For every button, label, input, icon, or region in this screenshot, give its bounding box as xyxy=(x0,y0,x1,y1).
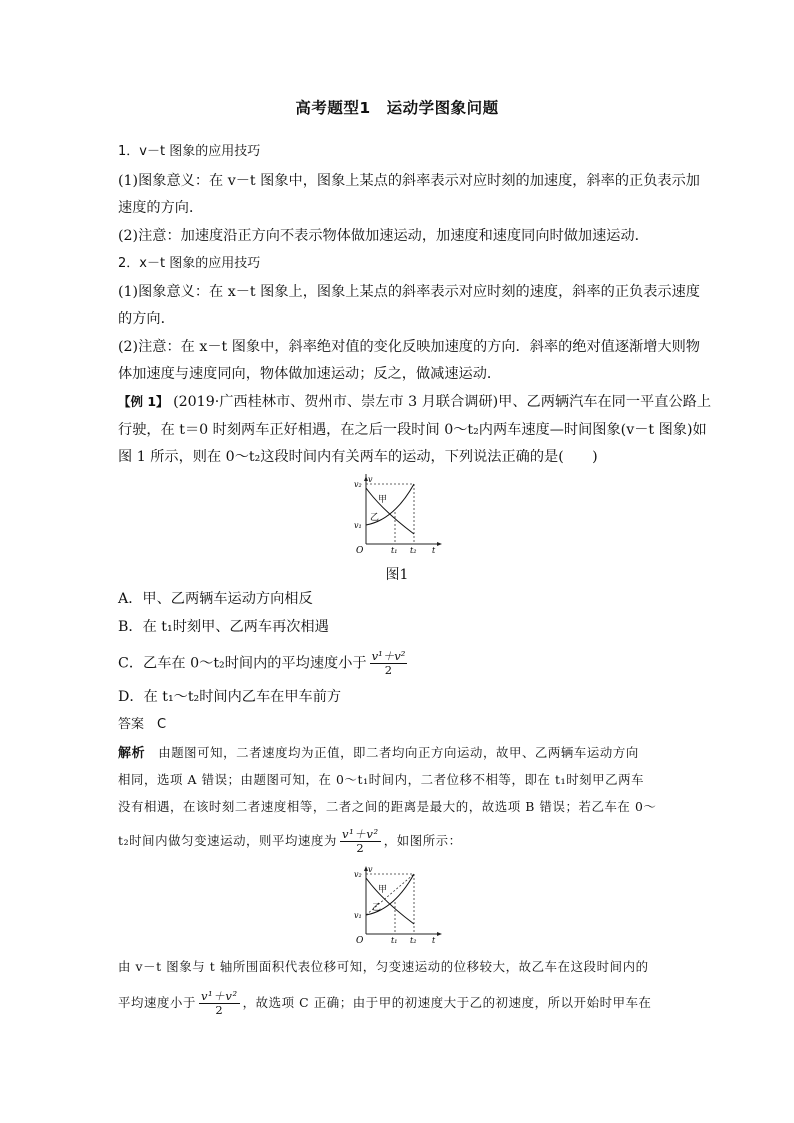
paragraph: 体加速度与速度同向，物体做加速运动；反之，做减速运动． xyxy=(118,366,502,382)
figure-caption: 图1 xyxy=(385,567,409,583)
t-axis-arrow xyxy=(437,932,442,936)
label-v2: v₂ xyxy=(354,480,362,489)
page-title: 高考题型1 运动学图象问题 xyxy=(295,99,499,117)
analysis-line xyxy=(118,744,639,763)
fraction-denominator: 2 xyxy=(384,663,393,677)
label-t1: t₁ xyxy=(391,546,398,555)
label-yi: 乙 xyxy=(372,903,382,913)
paragraph: (1)图象意义：在 x－t 图象上，图象上某点的斜率表示对应时刻的速度，斜率的正负表示速度 xyxy=(118,284,700,300)
fraction xyxy=(370,650,408,677)
option-a: A．甲、乙两辆车运动方向相反 xyxy=(118,591,313,607)
section-heading-xt: 2．x－t 图象的应用技巧 xyxy=(118,256,261,271)
label-origin: O xyxy=(356,936,364,946)
option-c xyxy=(118,650,410,677)
option-c-text: C．乙车在 0～t₂时间内的平均速度小于 xyxy=(118,655,367,672)
paragraph: (2)注意：加速度沿正方向不表示物体做加速运动，加速度和速度同向时做加速运动． xyxy=(118,228,649,244)
analysis-line: 相同，选项 A 错误；由题图可知，在 0～t₁时间内，二者位移不相等，即在 t₁时刻甲乙两车 xyxy=(118,772,645,787)
section-heading-vt: 1．v－t 图象的应用技巧 xyxy=(118,144,261,159)
paragraph: (2)注意：在 x－t 图象中，斜率绝对值的变化反映加速度的方向．斜率的绝对值逐渐增大则物 xyxy=(118,339,700,355)
analysis-text: ，故选项 C 正确；由于甲的初速度大于乙的初速度，所以开始时甲车在 xyxy=(242,995,652,1010)
label-jia: 甲 xyxy=(378,885,388,895)
example-line: 图 1 所示，则在 0～t₂这段时间内有关两车的运动，下列说法正确的是( ) xyxy=(118,449,598,465)
label-v: v xyxy=(368,475,373,484)
fraction-numerator: v¹＋v² xyxy=(200,989,238,1003)
option-b: B．在 t₁时刻甲、乙两车再次相遇 xyxy=(118,619,329,635)
label-jia: 甲 xyxy=(378,495,388,505)
analysis-line: 由 v－t 图象与 t 轴所围面积代表位移可知，匀变速运动的位移较大，故乙车在这段时间内的 xyxy=(118,959,649,974)
label-v1: v₁ xyxy=(354,911,362,920)
analysis-label: 解析 xyxy=(118,746,146,761)
label-origin: O xyxy=(356,546,364,556)
label-t: t xyxy=(432,936,436,945)
analysis-line xyxy=(118,990,652,1017)
analysis-text: ，如图所示： xyxy=(383,833,462,848)
label-v1: v₁ xyxy=(354,521,362,530)
label-t: t xyxy=(432,546,436,555)
fraction-numerator: v¹＋v² xyxy=(371,649,406,663)
example-tag: 【例 1】 xyxy=(118,394,169,409)
analysis-text: t₂时间内做匀变速运动，则平均速度为 xyxy=(118,833,337,848)
label-v: v xyxy=(368,865,373,874)
analysis-line: 没有相遇，在该时刻二者速度相等，二者之间的距离是最大的，故选项 B 错误；若乙车在 0～ xyxy=(118,799,657,814)
vt-graph-figure-1 xyxy=(346,474,446,556)
vt-graph-figure-2 xyxy=(346,864,446,946)
t-axis-arrow xyxy=(437,542,442,546)
paragraph: 的方向． xyxy=(118,311,175,327)
fraction xyxy=(199,990,240,1017)
label-t1: t₁ xyxy=(391,936,398,945)
answer-label: 答案 xyxy=(118,717,145,732)
paragraph: 速度的方向． xyxy=(118,200,204,216)
label-yi: 乙 xyxy=(370,513,380,523)
label-v2: v₂ xyxy=(354,870,362,879)
option-d: D．在 t₁～t₂时间内乙车在甲车前方 xyxy=(118,689,342,705)
analysis-text: 平均速度小于 xyxy=(118,995,196,1010)
fraction xyxy=(340,828,381,855)
example-text: (2019·广西桂林市、贺州市、崇左市 3 月联合调研)甲、乙两辆汽车在同一平直公路上 xyxy=(173,394,712,410)
label-t2: t₂ xyxy=(410,546,417,555)
analysis-line xyxy=(118,828,462,855)
answer-value: C xyxy=(157,717,167,732)
label-t2: t₂ xyxy=(410,936,417,945)
answer-line xyxy=(118,716,166,734)
analysis-text: 由题图可知，二者速度均为正值，即二者均向正方向运动，故甲、乙两辆车运动方向 xyxy=(158,745,639,760)
fraction-numerator: v¹＋v² xyxy=(342,827,379,841)
fraction-denominator: 2 xyxy=(356,841,365,855)
paragraph: (1)图象意义：在 v－t 图象中，图象上某点的斜率表示对应时刻的加速度，斜率的正负表示加 xyxy=(118,173,700,189)
example-line: 行驶，在 t＝0 时刻两车正好相遇，在之后一段时间 0～t₂内两车速度—时间图象(v－t 图象)如 xyxy=(118,422,707,438)
fraction-denominator: 2 xyxy=(215,1003,224,1017)
example-line xyxy=(118,393,711,411)
